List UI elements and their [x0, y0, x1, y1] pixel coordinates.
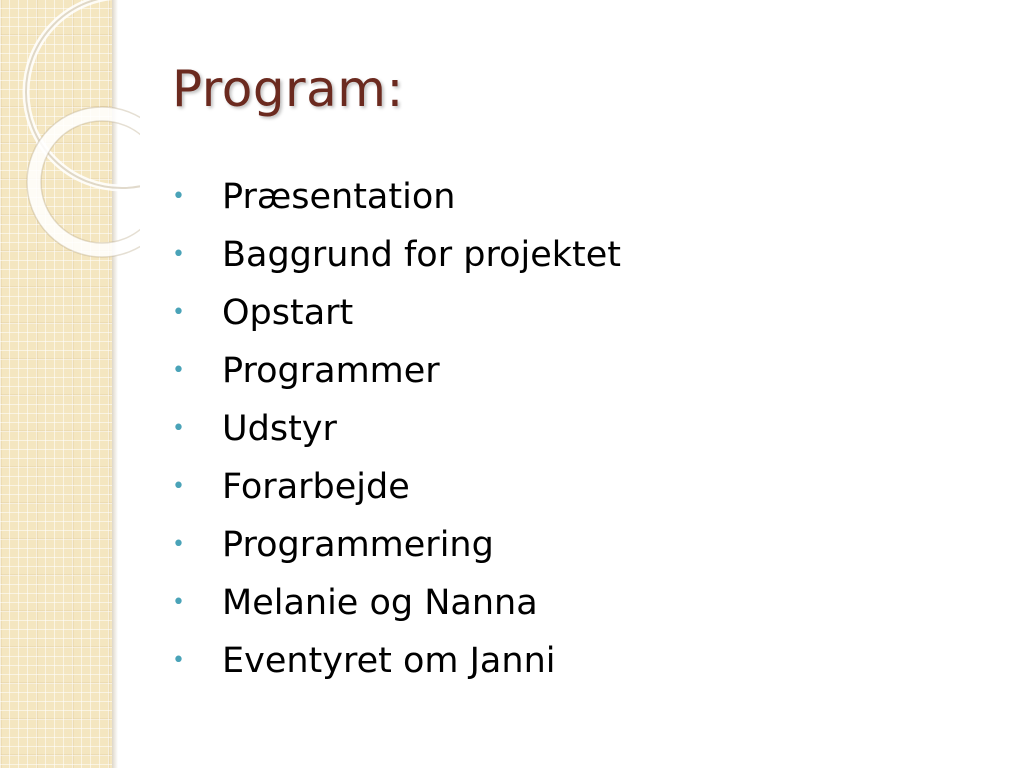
list-item-text: Præsentation	[222, 177, 456, 217]
bullet-icon: •	[172, 532, 185, 557]
list-item	[172, 284, 621, 342]
list-item	[172, 168, 621, 226]
list-item-text: Forarbejde	[222, 467, 410, 507]
list-item	[172, 226, 621, 284]
bullet-icon: •	[172, 358, 185, 383]
slide-title: Program:	[172, 60, 404, 118]
list-item-text: Programmer	[222, 351, 440, 391]
list-item	[172, 458, 621, 516]
list-item-text: Eventyret om Janni	[222, 641, 556, 681]
agenda-list	[172, 168, 621, 690]
list-item-text: Programmering	[222, 525, 494, 565]
bullet-icon: •	[172, 590, 185, 615]
list-item	[172, 516, 621, 574]
list-item	[172, 342, 621, 400]
list-item-text: Udstyr	[222, 409, 337, 449]
list-item	[172, 632, 621, 690]
list-item-text: Melanie og Nanna	[222, 583, 538, 623]
bullet-icon: •	[172, 184, 185, 209]
bullet-icon: •	[172, 474, 185, 499]
bullet-icon: •	[172, 300, 185, 325]
bullet-icon: •	[172, 648, 185, 673]
bullet-icon: •	[172, 242, 185, 267]
list-item	[172, 400, 621, 458]
list-item-text: Opstart	[222, 293, 354, 333]
decorative-rings	[0, 0, 140, 260]
list-item	[172, 574, 621, 632]
bullet-icon: •	[172, 416, 185, 441]
list-item-text: Baggrund for projektet	[222, 235, 621, 275]
